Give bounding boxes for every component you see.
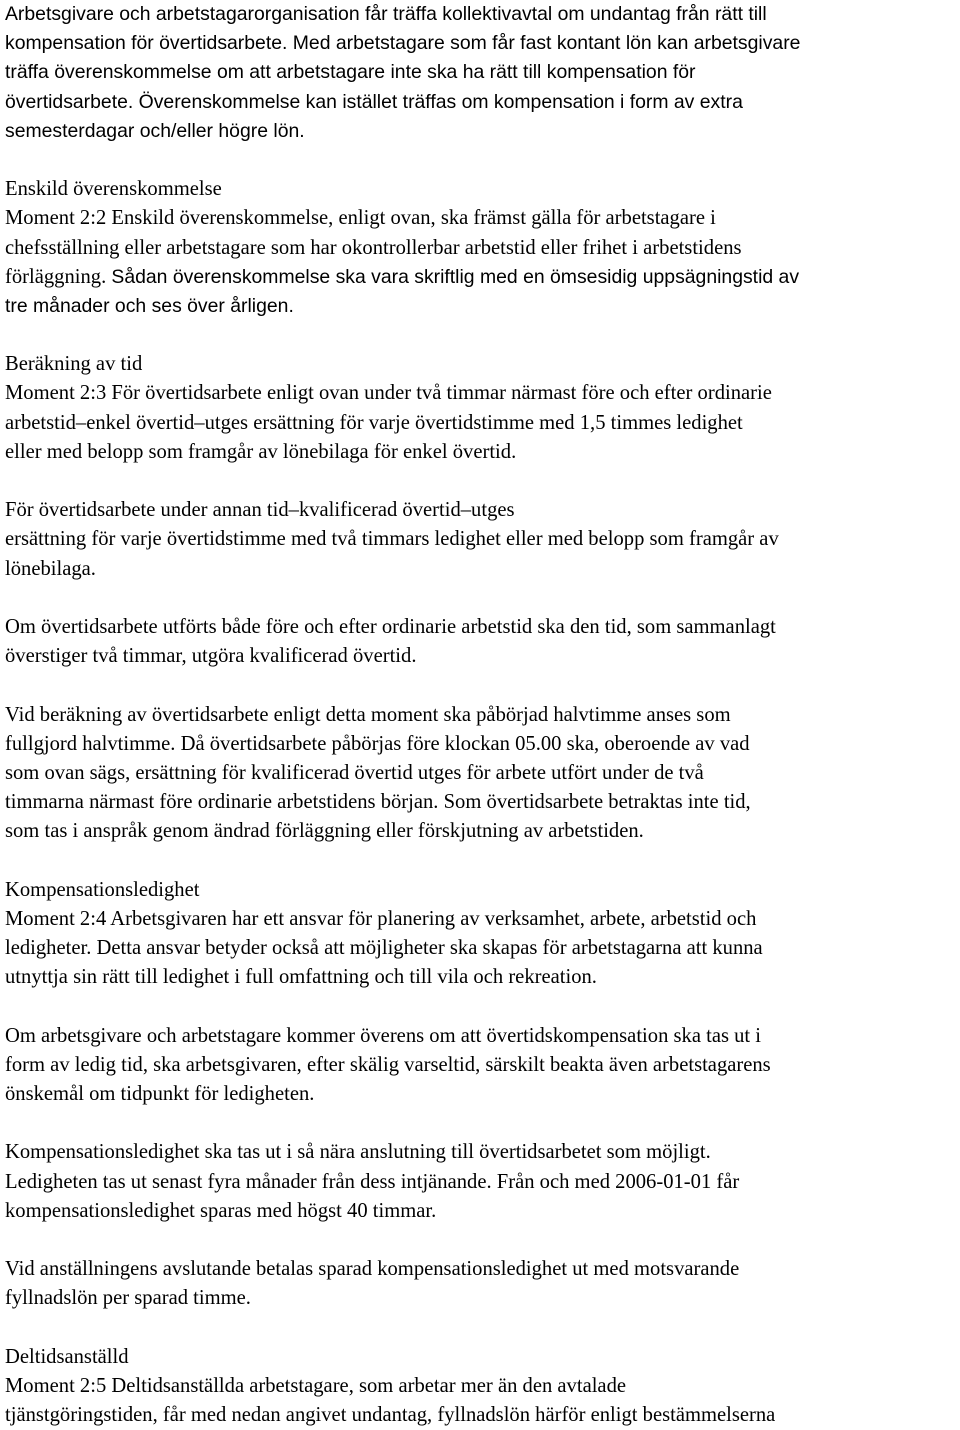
text-segment: träffa överenskommelse om att arbetstagare inte ska ha rätt till kompensation för	[5, 61, 696, 84]
text-line	[5, 292, 957, 321]
text-segment: ersättning för varje övertidstimme med två timmars ledighet eller med belopp som framgår av	[5, 528, 779, 551]
text-line	[5, 555, 957, 584]
text-segment: Arbetsgivare och arbetstagarorganisation får träffa kollektivavtal om undantag från rätt till	[5, 3, 767, 25]
text-line	[5, 817, 957, 846]
text-segment: Beräkning av tid	[5, 353, 143, 376]
text-segment: överstiger två timmar, utgöra kvalificerad övertid.	[5, 645, 417, 668]
text-line	[5, 876, 957, 905]
paragraph-annan-tid	[5, 496, 957, 584]
text-line	[5, 234, 957, 263]
paragraph-anstallning	[5, 1255, 957, 1313]
text-segment: förläggning.	[5, 265, 112, 288]
text-line	[5, 788, 957, 817]
text-line	[5, 263, 957, 292]
text-segment: Kompensationsledighet	[5, 878, 200, 901]
paragraph-gap	[5, 992, 957, 1021]
paragraph-anslutning	[5, 1138, 957, 1226]
text-segment: Sådan överenskommelse ska vara skriftlig med en ömsesidig uppsägningstid av	[111, 265, 800, 288]
text-line	[5, 905, 957, 934]
text-segment: fyllnadslön per sparad timme.	[5, 1287, 251, 1310]
text-line	[5, 1138, 957, 1167]
paragraph-gap	[5, 1313, 957, 1342]
text-segment: Om övertidsarbete utförts både före och efter ordinarie arbetstid ska den tid, som sammanlagt	[5, 615, 776, 638]
text-line	[5, 350, 957, 379]
paragraph-ledig-tid	[5, 1022, 957, 1110]
paragraph-gap	[5, 321, 957, 350]
text-segment: semesterdagar och/eller högre lön.	[5, 119, 305, 142]
text-line	[5, 1022, 957, 1051]
paragraph-kompensationsledighet	[5, 876, 957, 993]
text-line	[5, 29, 957, 58]
text-segment: Moment 2:4 Arbetsgivaren har ett ansvar för planering av verksamhet, arbete, arbetstid och	[5, 907, 757, 930]
text-line	[5, 438, 957, 467]
text-line	[5, 613, 957, 642]
text-segment: önskemål om tidpunkt för ledigheten.	[5, 1082, 315, 1105]
paragraph-halvtimme	[5, 701, 957, 847]
text-segment: timmarna närmast före ordinarie arbetstidens början. Som övertidsarbete betraktas inte tid,	[5, 791, 751, 814]
text-segment: fullgjord halvtimme. Då övertidsarbete påbörjas före klockan 05.00 ska, oberoende av vad	[5, 732, 750, 755]
paragraph-gap	[5, 1226, 957, 1255]
text-segment: Om arbetsgivare och arbetstagare kommer överens om att övertidskompensation ska tas ut i	[5, 1024, 762, 1047]
text-line	[5, 1080, 957, 1109]
paragraph-intro	[5, 0, 957, 146]
text-segment: Kompensationsledighet ska tas ut i så nära anslutning till övertidsarbetet som möjligt.	[5, 1141, 711, 1164]
text-line	[5, 175, 957, 204]
text-segment: som tas i anspråk genom ändrad förläggning eller förskjutning av arbetstiden.	[5, 820, 644, 843]
text-line	[5, 1284, 957, 1313]
text-segment: lönebilaga.	[5, 557, 96, 580]
paragraph-gap	[5, 467, 957, 496]
text-segment: Moment 2:3 För övertidsarbete enligt ovan under två timmar närmast före och efter ordinarie	[5, 382, 772, 405]
paragraph-gap	[5, 1109, 957, 1138]
text-line	[5, 204, 957, 233]
text-segment: kompensation för övertidsarbete. Med arbetstagare som får fast kontant lön kan arbetsgivare	[5, 32, 801, 55]
text-line	[5, 496, 957, 525]
text-line	[5, 1168, 957, 1197]
text-line	[5, 0, 957, 29]
text-segment: Vid anställningens avslutande betalas sparad kompensationsledighet ut med motsvarande	[5, 1258, 740, 1281]
text-line	[5, 379, 957, 408]
text-line	[5, 409, 957, 438]
paragraph-gap	[5, 671, 957, 700]
text-segment: eller med belopp som framgår av lönebilaga för enkel övertid.	[5, 440, 517, 463]
text-segment: övertidsarbete. Överenskommelse kan istället träffas om kompensation i form av extra	[5, 90, 743, 113]
text-line	[5, 1255, 957, 1284]
text-line	[5, 642, 957, 671]
text-segment: tre månader och ses över årligen.	[5, 294, 294, 317]
text-line	[5, 963, 957, 992]
text-segment: utnyttja sin rätt till ledighet i full omfattning och till vila och rekreation.	[5, 966, 597, 989]
text-line	[5, 1343, 957, 1372]
text-segment: som ovan sägs, ersättning för kvalificerad övertid utges för arbete utfört under de två	[5, 761, 704, 784]
text-segment: tjänstgöringstiden, får med nedan angivet undantag, fyllnadslön härför enligt bestämmelserna	[5, 1404, 776, 1426]
text-segment: arbetstid–enkel övertid–utges ersättning för varje övertidstimme med 1,5 timmes ledighet	[5, 411, 743, 434]
text-line	[5, 88, 957, 117]
paragraph-gap	[5, 584, 957, 613]
text-line	[5, 1197, 957, 1226]
text-line	[5, 759, 957, 788]
text-line	[5, 1051, 957, 1080]
text-line	[5, 1401, 957, 1430]
text-segment: form av ledig tid, ska arbetsgivaren, efter skälig varseltid, särskilt beakta även arbetstagarens	[5, 1053, 771, 1076]
text-line	[5, 525, 957, 554]
text-segment: kompensationsledighet sparas med högst 40 timmar.	[5, 1199, 437, 1222]
text-segment: ledigheter. Detta ansvar betyder också att möjligheter ska skapas för arbetstagarna att kunna	[5, 937, 763, 959]
text-line	[5, 701, 957, 730]
text-line	[5, 730, 957, 759]
text-line	[5, 934, 957, 963]
text-line	[5, 1372, 957, 1401]
paragraph-deltid	[5, 1343, 957, 1430]
text-segment: Deltidsanställd	[5, 1345, 129, 1368]
text-segment: För övertidsarbete under annan tid–kvalificerad övertid–utges	[5, 499, 515, 522]
paragraph-enskild	[5, 175, 957, 321]
text-segment: Vid beräkning av övertidsarbete enligt detta moment ska påbörjad halvtimme anses som	[5, 703, 731, 726]
text-segment: chefsställning eller arbetstagare som har okontrollerbar arbetstid eller frihet i arbetstidens	[5, 236, 742, 259]
paragraph-gap	[5, 846, 957, 875]
text-segment: Ledigheten tas ut senast fyra månader från dess intjänande. Från och med 2006-01-01 får	[5, 1170, 740, 1193]
text-segment: Moment 2:5 Deltidsanställda arbetstagare, som arbetar mer än den avtalade	[5, 1374, 627, 1397]
text-line	[5, 58, 957, 87]
document-page	[5, 0, 957, 1430]
paragraph-fore-efter	[5, 613, 957, 671]
paragraph-berakning	[5, 350, 957, 467]
text-segment: Moment 2:2 Enskild överenskommelse, enligt ovan, ska främst gälla för arbetstagare i	[5, 207, 716, 230]
text-segment: Enskild överenskommelse	[5, 178, 222, 201]
text-line	[5, 117, 957, 146]
paragraph-gap	[5, 146, 957, 175]
